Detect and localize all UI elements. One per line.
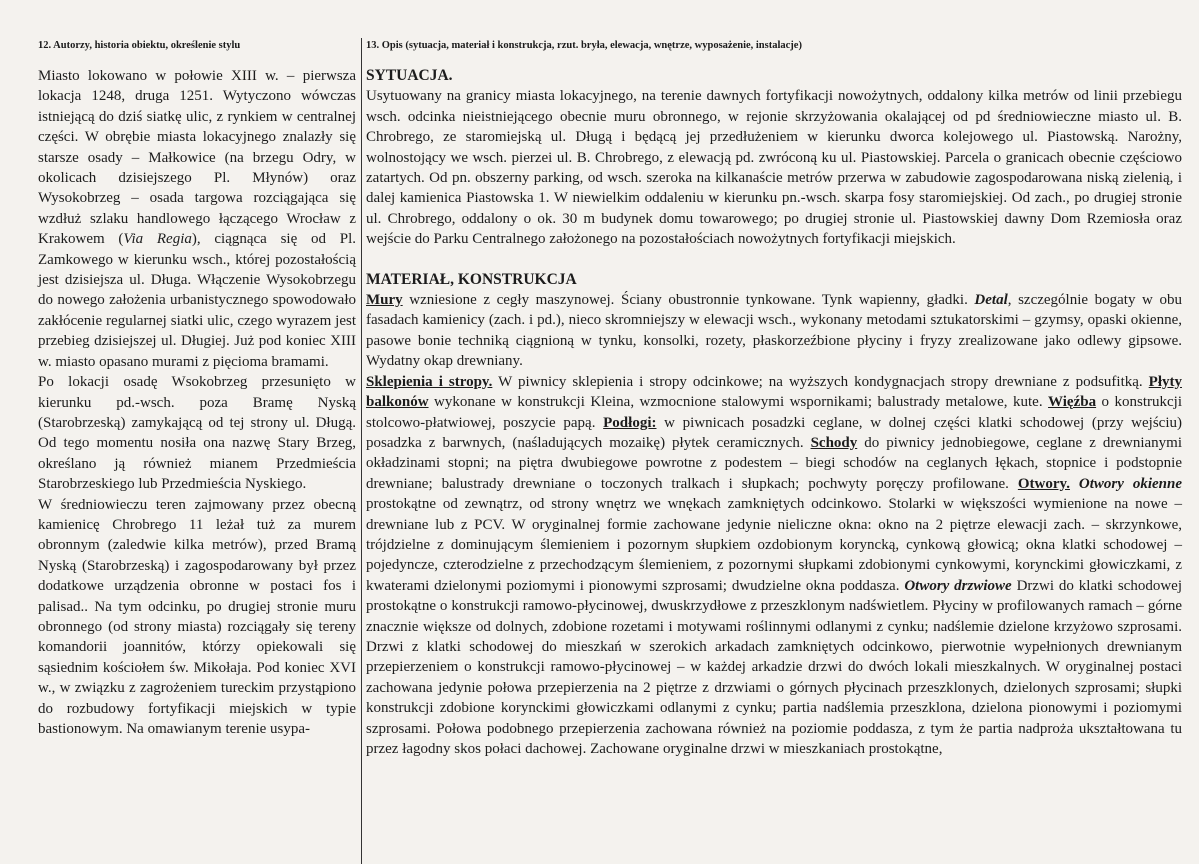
schody-label: Schody [810,434,858,451]
otwory-okienne-label: Otwory okienne [1069,475,1182,492]
otwory-drzwiowe-label: Otwory drzwiowe [904,577,1012,594]
column-divider [361,38,362,864]
detal-text: , szczególnie bogaty w obu fasadach kamienicy (zach. i pd.), nieco skromniejszy w elewacji wsch., wykonany metodami sztukatorskimi – gzymsy, opaski okienne, pasowe bonie techniką ciągnioną w tynku, konsolki, rozety, płaskorzeźbione płyciny i fryzy zrealizowane jako odlewy gipsowe. Wydatny okap drewniany. [366,292,1182,370]
history-paragraph-1 [38,66,356,372]
otwory-drzwiowe-text: Drzwi do klatki schodowej prostokątne o konstrukcji ramowo-płycinowej, dwuskrzydłowe z przeszklonym nadświetlem. Płyciny w profilowanych ramach – górne znacznie większe od dolnych, zdobione rozetami i motywami roślinnymi odlanymi z cynku; nadślemie dzielone krzyżowo szprosami. Drzwi z klatki schodowej do mieszkań w szerokich arkadach zamkniętych odcinkowo, pierwotnie wypełnionych drewnianym przepierzeniem o konstrukcji ramowo-płycinowej – w każdej arkadzie drzwi do dwóch lokali mieszkalnych. W oryginalnej postaci zachowana jedynie połowa przepierzenia na 2 piętrze z drzwiami o górnych płycinach przeszklonych, dzielonych szprosami; słupki konstrukcji zdobione korynckimi głowiczkami odlanymi z cynku; partia nadślemia przeszklona, dzielona pionowymi i poziomymi szprosami. Połowa podobnego przepierzenia zachowana również na poziomie poddasza, z tym że partia nadproża ukształtowana tu przez łagodny skos połaci dachowej. Zachowane oryginalne drzwi w mieszkaniach prostokątne, [366,577,1182,757]
via-regia-term: Via Regia [123,231,192,248]
wiezba-label: Więźba [1048,394,1097,411]
history-paragraph-3: W średniowieczu teren zajmowany przez obecną kamienicę Chrobrego 11 leżał tuż za murem obronnym (zaledwie kilka metrów), przed Bramą Nyską (Starobrzeską) i zagospodarowany był przez dodatkowe urządzenia obronne w postaci fos i palisad.. Na tym odcinku, po drugiej stronie muru obronnego (od strony miasta) rozciągały się tereny komandorii joannitów, którzy opiekowali się sąsiednim kościołem św. Mikołaja. Pod koniec XVI w., w związku z zagrożeniem tureckim przystąpiono do rozbudowy fortyfikacji miejskich w typie bastionowym. Na omawianym terenie usypa- [38,496,356,737]
podlogi-text: w piwnicach posadzki ceglane, w dolnej części klatki schodowej (przy wejściu) posadzka z barwnych, (naśladujących mozaikę) płytek ceramicznych. [366,414,1182,451]
otwory-okienne-text: prostokątne od zewnątrz, od strony wnętrz we wnękach zamkniętych odcinkowo. Stolarki w większości wymienione na nowe – drewniane lub z PCV. W oryginalnej formie zachowane jedynie nieliczne okna: okno na 2 piętrze elewacji zach. – skrzynkowe, trójdzielne z dominującym ślemieniem i pozornym słupkiem ozdobionym koryncką, cynkową głowicą; okna klatki schodowej – pojedyncze, czterodzielne z przechodzącym ślemieniem, z pozornymi słupkami zdobionymi cynkowymi, korynckimi głowiczkami, z kwaterami dzielonymi poziomymi i pionowymi szprosami; dwudzielne okna poddasza. [366,496,1182,594]
sytuacja-heading: SYTUACJA. [366,67,453,84]
podlogi-label: Podłogi: [603,414,657,431]
schody-text: do piwnicy jednobiegowe, ceglane z drewnianymi okładzinami stopni; na piętra dwubiegowe powrotne z podestem – biegi schodów na ceglanych łękach, stopnice i podstopnie drewniane; balustrady drewniane o toczonych tralkach i słupkach; pochwyty poręczy profilowane. [366,434,1182,492]
sklepienia-text: W piwnicy sklepienia i stropy odcinkowe; na wyższych kondygnacjach stropy drewniane z podsufitką. [492,373,1149,390]
otwory-label: Otwory. [1017,475,1070,492]
left-column-header: 12. Autorzy, historia obiektu, określenie stylu [38,40,241,51]
history-text: ), ciągnąca się od Pl. Zamkowego w kierunku wsch., której pozostałością jest dzisiejsza ul. Długa. Włączenie Wysokobrzegu do nowego założenia urbanistycznego spowodowało zakłócenie regularnej siatki ulic, czego wyrazem jest przebieg dzisiejszej ul. Długiej. Już pod koniec XIII w. miasto opasano murami z pięcioma bramami. [38,231,357,370]
history-text: Miasto lokowano w połowie XIII w. – pierwsza lokacja 1248, druga 1251. Wytyczono wówczas istniejącą do dziś siatkę ulic, z rynkiem w centralnej części. W obrębie miasta lokacyjnego znalazły się starsze osady – Małkowice (na brzegu Odry, w okolicach dzisiejszego Pl. Młynów) oraz Wysokobrzeg – osada targowa rozciągająca się wzdłuż szlaku handlowego łączącego Wrocław z Krakowem ( [38,68,356,248]
plyty-text: wykonane w konstrukcji Kleina, wzmocnione stalowymi wspornikami; balustrady metalowe, kute. [428,394,1049,411]
material-paragraph-1 [366,290,1182,372]
wiezba-text: o konstrukcji stolcowo-płatwiowej, poszycie papą. [366,394,1183,431]
history-paragraph-2: Po lokacji osadę Wsokobrzeg przesunięto w kierunku pd.-wsch. poza Bramę Nyską (Starobrzeską) zamykającą od tej strony ul. Długą. Od tego momentu nosiła ona nazwę Stary Brzeg, określano ją również mianem Przedmieścia Starobrzeskiego lub Przedmieścia Nyskiego. [38,374,356,493]
history-column [38,66,356,739]
mury-label: Mury [366,292,403,309]
plyty-label: Płyty balkonów [366,373,1182,411]
description-column [366,66,1182,759]
sklepienia-label: Sklepienia i stropy. [366,373,493,390]
material-paragraph-2 [366,372,1182,760]
right-column-header: 13. Opis (sytuacja, materiał i konstrukcja, rzut. bryła, elewacja, wnętrze, wyposażenie, instalacje) [366,40,802,51]
material-heading: MATERIAŁ, KONSTRUKCJA [366,270,577,288]
section-gap [366,250,1182,270]
detal-label: Detal [974,292,1008,309]
mury-text: wzniesione z cegły maszynowej. Ściany obustronnie tynkowane. Tynk wapienny, gładki. [402,292,975,309]
sytuacja-paragraph: Usytuowany na granicy miasta lokacyjnego, na terenie dawnych fortyfikacji nowożytnych, oddalony kilka metrów od linii przebiegu wsch. odcinka nieistniejącego obecnie muru obronnego, w rejonie skrzyżowania okalającej od pd średniowieczne miasto ul. B. Chrobrego, ze staromiejską ul. Długą i będącą jej przedłużeniem w kierunku dworca kolejowego ul. Piastowską. Narożny, wolnostojący we wsch. pierzei ul. B. Chrobrego, z elewacją pd. zwróconą ku ul. Piastowskiej. Parcela o granicach obecnie częściowo zatartych. Od pn. obszerny parking, od wsch. szeroka na kilkanaście metrów przerwa w zabudowie zagospodarowana niską zielenią, i dalej kamienica Piastowska 1. W niewielkim oddaleniu w kierunku pn.-wsch. skarpa fosy staromiejskiej. Od zach., po drugiej stronie ul. Chrobrego, oddalony o ok. 30 m budynek domu towarowego; po drugiej stronie ul. Piastowskiej dawny Dom Rzemiosła oraz wejście do Parku Centralnego założonego na pozostałościach nowożytnych fortyfikacji miejskich. [366,88,1182,248]
